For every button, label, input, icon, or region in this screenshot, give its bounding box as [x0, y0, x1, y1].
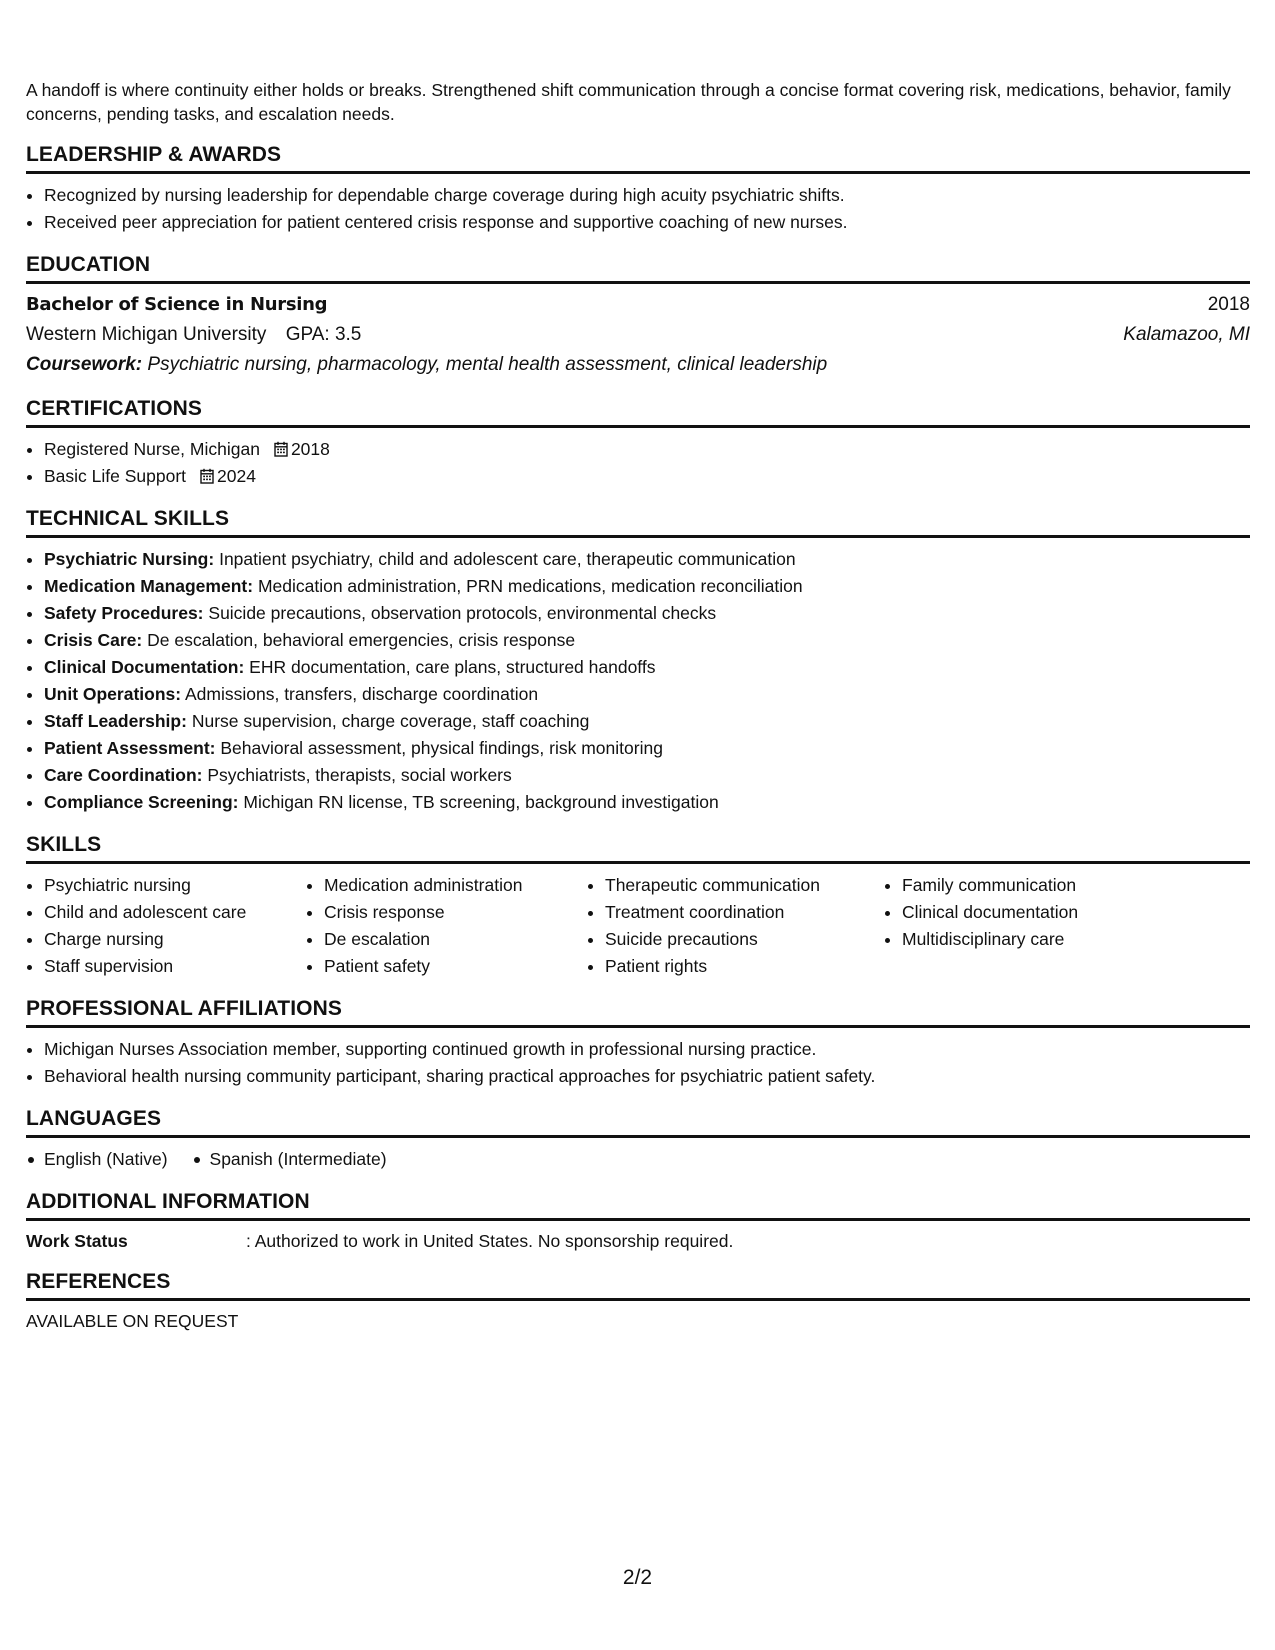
skill-item: • Multidisciplinary care	[902, 926, 1202, 953]
skills-grid	[26, 872, 1250, 980]
skill-item: • De escalation	[324, 926, 587, 953]
leadership-list	[26, 182, 1250, 236]
skill-item: • Crisis response	[324, 899, 587, 926]
skill-item: • Patient safety	[324, 953, 587, 980]
technical-skill-text: Behavioral assessment, physical findings, risk monitoring	[220, 738, 663, 758]
technical-skill-item	[44, 789, 1250, 816]
coursework-text: Psychiatric nursing, pharmacology, mental health assessment, clinical leadership	[147, 354, 828, 375]
technical-skill-item	[44, 627, 1250, 654]
technical-skill-text: Psychiatrists, therapists, social workers	[207, 765, 512, 785]
work-status-label: Work Status	[26, 1231, 128, 1251]
skills-column	[884, 872, 1202, 980]
technical-skills-heading: TECHNICAL SKILLS	[26, 507, 1250, 538]
skill-item: • Medication administration	[324, 872, 587, 899]
technical-skill-text: Nurse supervision, charge coverage, staff coaching	[191, 711, 590, 731]
technical-skill-label: Unit Operations:	[44, 684, 182, 704]
certification-name: Basic Life Support	[44, 466, 187, 486]
skill-item: • Family communication	[902, 872, 1202, 899]
leadership-section	[26, 143, 1250, 236]
technical-skill-text: Michigan RN license, TB screening, background investigation	[243, 792, 719, 812]
technical-skill-label: Care Coordination:	[44, 765, 203, 785]
certifications-list	[26, 436, 1250, 490]
affiliations-list	[26, 1036, 1250, 1090]
languages-section	[26, 1107, 1250, 1173]
skills-heading: SKILLS	[26, 833, 1250, 864]
certification-item	[44, 436, 1250, 463]
technical-skill-item	[44, 600, 1250, 627]
certification-name: Registered Nurse, Michigan	[44, 439, 260, 459]
language-item: Spanish (Intermediate)	[192, 1146, 387, 1173]
technical-skill-text: EHR documentation, care plans, structured handoffs	[249, 657, 656, 677]
technical-skill-item	[44, 708, 1250, 735]
technical-skill-item	[44, 573, 1250, 600]
skill-item: • Therapeutic communication	[605, 872, 884, 899]
education-school: Western Michigan University	[26, 324, 267, 345]
education-location: Kalamazoo, MI	[1123, 324, 1250, 345]
skill-item: • Psychiatric nursing	[44, 872, 306, 899]
technical-skill-label: Medication Management:	[44, 576, 254, 596]
education-degree: Bachelor of Science in Nursing	[26, 294, 328, 315]
technical-skill-label: Staff Leadership:	[44, 711, 187, 731]
skill-item: • Child and adolescent care	[44, 899, 306, 926]
technical-skill-text: Suicide precautions, observation protocols, environmental checks	[208, 603, 717, 623]
skill-item: • Charge nursing	[44, 926, 306, 953]
skill-item: • Suicide precautions	[605, 926, 884, 953]
technical-skill-text: Medication administration, PRN medications, medication reconciliation	[257, 576, 803, 596]
certification-item	[44, 463, 1250, 490]
additional-info-section	[26, 1190, 1250, 1253]
skill-item: • Clinical documentation	[902, 899, 1202, 926]
technical-skill-label: Clinical Documentation:	[44, 657, 245, 677]
language-item: English (Native)	[26, 1146, 168, 1173]
technical-skill-text: De escalation, behavioral emergencies, crisis response	[147, 630, 576, 650]
affiliations-heading: PROFESSIONAL AFFILIATIONS	[26, 997, 1250, 1028]
resume-page	[26, 78, 1250, 1333]
work-status-value: : Authorized to work in United States. No sponsorship required.	[246, 1231, 734, 1251]
education-year: 2018	[1207, 294, 1250, 315]
technical-skill-item	[44, 735, 1250, 762]
technical-skill-item	[44, 546, 1250, 573]
skills-column	[26, 872, 306, 980]
technical-skills-list	[26, 546, 1250, 816]
references-heading: REFERENCES	[26, 1270, 1250, 1301]
skill-item: • Staff supervision	[44, 953, 306, 980]
leadership-item: • Received peer appreciation for patient centered crisis response and supportive coaching of new nurses.	[44, 209, 1250, 236]
certification-year: 2018	[290, 439, 330, 459]
additional-info-heading: ADDITIONAL INFORMATION	[26, 1190, 1250, 1221]
technical-skill-item	[44, 762, 1250, 789]
calendar-icon	[200, 468, 214, 484]
technical-skill-text: Admissions, transfers, discharge coordination	[185, 684, 539, 704]
education-section	[26, 253, 1250, 380]
languages-list	[26, 1146, 1250, 1173]
technical-skill-label: Patient Assessment:	[44, 738, 216, 758]
technical-skill-label: Compliance Screening:	[44, 792, 239, 812]
technical-skill-item	[44, 654, 1250, 681]
education-school-row	[26, 320, 1250, 350]
intro-paragraph: A handoff is where continuity either holds or breaks. Strengthened shift communication through a concise format covering risk, medications, behavior, family concerns, pending tasks, and escalation needs.	[26, 80, 1231, 124]
calendar-icon	[274, 441, 288, 457]
skills-column	[587, 872, 884, 980]
technical-skill-label: Psychiatric Nursing:	[44, 549, 215, 569]
education-coursework	[26, 350, 1250, 380]
education-heading: EDUCATION	[26, 253, 1250, 284]
education-degree-row	[26, 290, 1250, 320]
technical-skill-text: Inpatient psychiatry, child and adolescent care, therapeutic communication	[219, 549, 796, 569]
leadership-heading: LEADERSHIP & AWARDS	[26, 143, 1250, 174]
skill-item: • Patient rights	[605, 953, 884, 980]
skills-column	[306, 872, 587, 980]
technical-skill-item	[44, 681, 1250, 708]
page-number: 2/2	[622, 1566, 653, 1589]
certification-year: 2024	[217, 466, 256, 486]
certifications-heading: CERTIFICATIONS	[26, 397, 1250, 428]
coursework-label: Coursework:	[26, 354, 143, 375]
education-gpa: GPA: 3.5	[285, 324, 362, 345]
technical-skill-label: Safety Procedures:	[44, 603, 204, 623]
references-section	[26, 1270, 1250, 1333]
affiliation-item: • Behavioral health nursing community participant, sharing practical approaches for psychiatric patient safety.	[44, 1063, 1250, 1090]
technical-skill-label: Crisis Care:	[44, 630, 143, 650]
references-text: AVAILABLE ON REQUEST	[26, 1311, 239, 1331]
skill-item: • Treatment coordination	[605, 899, 884, 926]
affiliations-section	[26, 997, 1250, 1090]
work-status-row	[26, 1229, 1250, 1253]
leadership-item: • Recognized by nursing leadership for dependable charge coverage during high acuity psychiatric shifts.	[44, 182, 1250, 209]
languages-heading: LANGUAGES	[26, 1107, 1250, 1138]
technical-skills-section	[26, 507, 1250, 816]
affiliation-item: • Michigan Nurses Association member, supporting continued growth in professional nursing practice.	[44, 1036, 1250, 1063]
skills-section	[26, 833, 1250, 980]
certifications-section	[26, 397, 1250, 490]
